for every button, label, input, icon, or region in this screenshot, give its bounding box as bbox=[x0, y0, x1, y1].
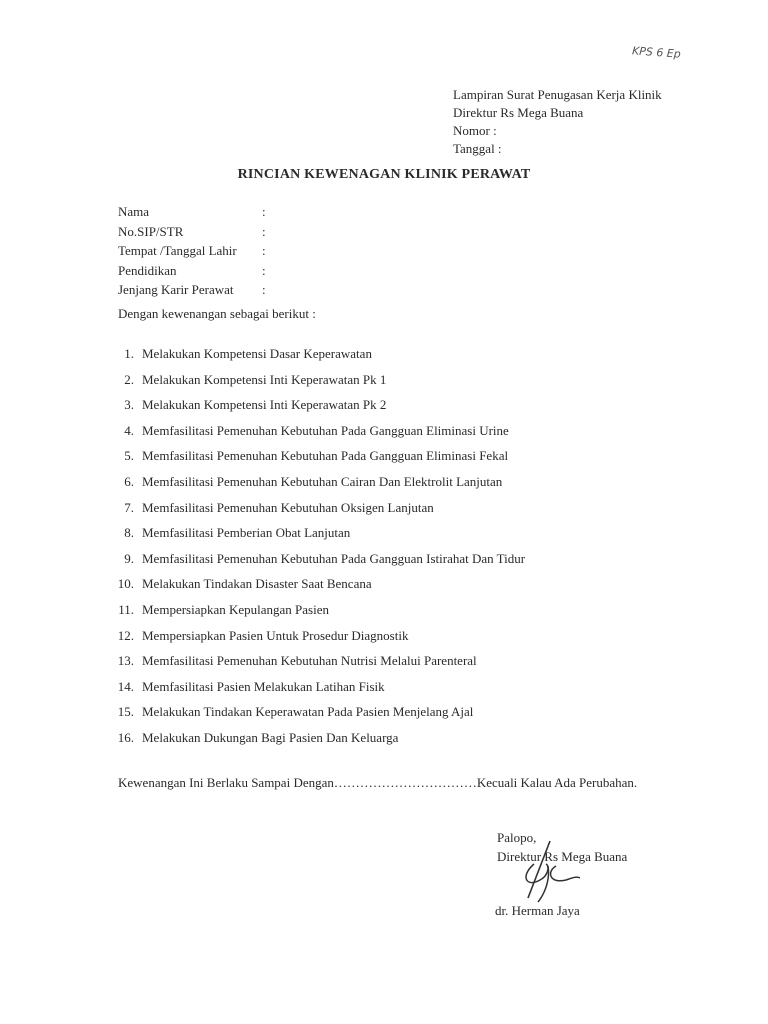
item-text: Memfasilitasi Pemenuhan Kebutuhan Pada Gangguan Eliminasi Fekal bbox=[142, 448, 509, 464]
item-text: Melakukan Tindakan Disaster Saat Bencana bbox=[142, 576, 372, 592]
list-item bbox=[108, 525, 525, 551]
field-colon: : bbox=[262, 262, 266, 278]
item-text: Melakukan Kompetensi Inti Keperawatan Pk 2 bbox=[142, 397, 387, 413]
item-number: 6. bbox=[124, 473, 134, 489]
intro-text: Dengan kewenangan sebagai berikut : bbox=[118, 306, 316, 321]
item-number: 12. bbox=[117, 627, 134, 643]
list-item bbox=[108, 704, 525, 730]
field-label: No.SIP/STR bbox=[118, 223, 184, 239]
item-text: Memfasilitasi Pemberian Obat Lanjutan bbox=[142, 525, 351, 541]
handwritten-signature bbox=[510, 836, 590, 906]
item-text: Melakukan Kompetensi Inti Keperawatan Pk 1 bbox=[142, 371, 387, 387]
validity-statement: Kewenangan Ini Berlaku Sampai Dengan……………………………Kecuali Kalau Ada Perubahan. bbox=[118, 775, 638, 790]
header-line: Lampiran Surat Penugasan Kerja Klinik bbox=[453, 87, 662, 102]
field-label: Nama bbox=[118, 204, 150, 219]
item-text: Memfasilitasi Pemenuhan Kebutuhan Pada Gangguan Istirahat Dan Tidur bbox=[142, 550, 526, 566]
item-number: 9. bbox=[124, 550, 134, 566]
item-number: 1. bbox=[124, 346, 134, 361]
item-text: Memfasilitasi Pemenuhan Kebutuhan Cairan Dan Elektrolit Lanjutan bbox=[142, 473, 503, 489]
field-colon: : bbox=[262, 204, 266, 219]
item-number: 7. bbox=[124, 499, 134, 515]
list-item bbox=[108, 653, 525, 679]
signer-name: dr. Herman Jaya bbox=[495, 903, 580, 918]
item-text: Melakukan Tindakan Keperawatan Pada Pasien Menjelang Ajal bbox=[142, 704, 474, 720]
list-item bbox=[108, 448, 525, 474]
list-item bbox=[108, 346, 525, 372]
field-row bbox=[118, 204, 272, 224]
document-title: RINCIAN KEWENAGAN KLINIK PERAWAT bbox=[237, 167, 531, 182]
identity-fields bbox=[118, 204, 272, 302]
item-number: 10. bbox=[117, 576, 134, 592]
field-colon: : bbox=[262, 223, 266, 239]
field-label: Tempat /Tanggal Lahir bbox=[118, 243, 237, 258]
item-text: Mempersiapkan Kepulangan Pasien bbox=[142, 601, 330, 617]
authority-list bbox=[108, 346, 525, 756]
item-number: 2. bbox=[124, 371, 134, 387]
list-item bbox=[108, 474, 525, 500]
item-text: Memfasilitasi Pasien Melakukan Latihan Fisik bbox=[142, 678, 385, 694]
item-text: Memfasilitasi Pemenuhan Kebutuhan Pada Gangguan Eliminasi Urine bbox=[142, 422, 509, 438]
field-row bbox=[118, 263, 272, 283]
list-item bbox=[108, 679, 525, 705]
list-item bbox=[108, 602, 525, 628]
document-header bbox=[453, 86, 662, 158]
list-item bbox=[108, 500, 525, 526]
item-text: Memfasilitasi Pemenuhan Kebutuhan Nutrisi Melalui Parenteral bbox=[142, 653, 477, 669]
list-item bbox=[108, 730, 525, 756]
list-item bbox=[108, 576, 525, 602]
item-number: 3. bbox=[124, 397, 134, 413]
item-text: Melakukan Dukungan Bagi Pasien Dan Keluarga bbox=[142, 729, 399, 745]
field-colon: : bbox=[262, 243, 266, 258]
header-line: Direktur Rs Mega Buana bbox=[453, 105, 584, 120]
item-number: 16. bbox=[117, 729, 134, 745]
list-item bbox=[108, 551, 525, 577]
item-number: 4. bbox=[124, 422, 134, 438]
item-number: 14. bbox=[117, 678, 134, 694]
header-line: Nomor : bbox=[453, 123, 497, 138]
field-label: Jenjang Karir Perawat bbox=[118, 282, 234, 297]
item-text: Mempersiapkan Pasien Untuk Prosedur Diagnostik bbox=[142, 627, 409, 643]
field-row bbox=[118, 243, 272, 263]
list-item bbox=[108, 372, 525, 398]
signature-place: Palopo, bbox=[497, 830, 537, 845]
item-number: 5. bbox=[124, 448, 134, 464]
item-number: 11. bbox=[118, 601, 134, 617]
field-row bbox=[118, 282, 272, 302]
item-text: Memfasilitasi Pemenuhan Kebutuhan Oksigen Lanjutan bbox=[142, 499, 434, 515]
header-line: Tanggal : bbox=[453, 141, 502, 156]
list-item bbox=[108, 628, 525, 654]
item-text: Melakukan Kompetensi Dasar Keperawatan bbox=[142, 346, 372, 361]
corner-note: KPS 6 Ep bbox=[631, 44, 682, 61]
item-number: 15. bbox=[117, 704, 134, 720]
item-number: 13. bbox=[117, 653, 134, 669]
field-row bbox=[118, 224, 272, 244]
signature-role: Direktur Rs Mega Buana bbox=[497, 849, 628, 864]
field-label: Pendidikan bbox=[118, 262, 177, 278]
list-item bbox=[108, 423, 525, 449]
list-item bbox=[108, 397, 525, 423]
field-colon: : bbox=[262, 282, 266, 297]
item-number: 8. bbox=[124, 525, 134, 541]
